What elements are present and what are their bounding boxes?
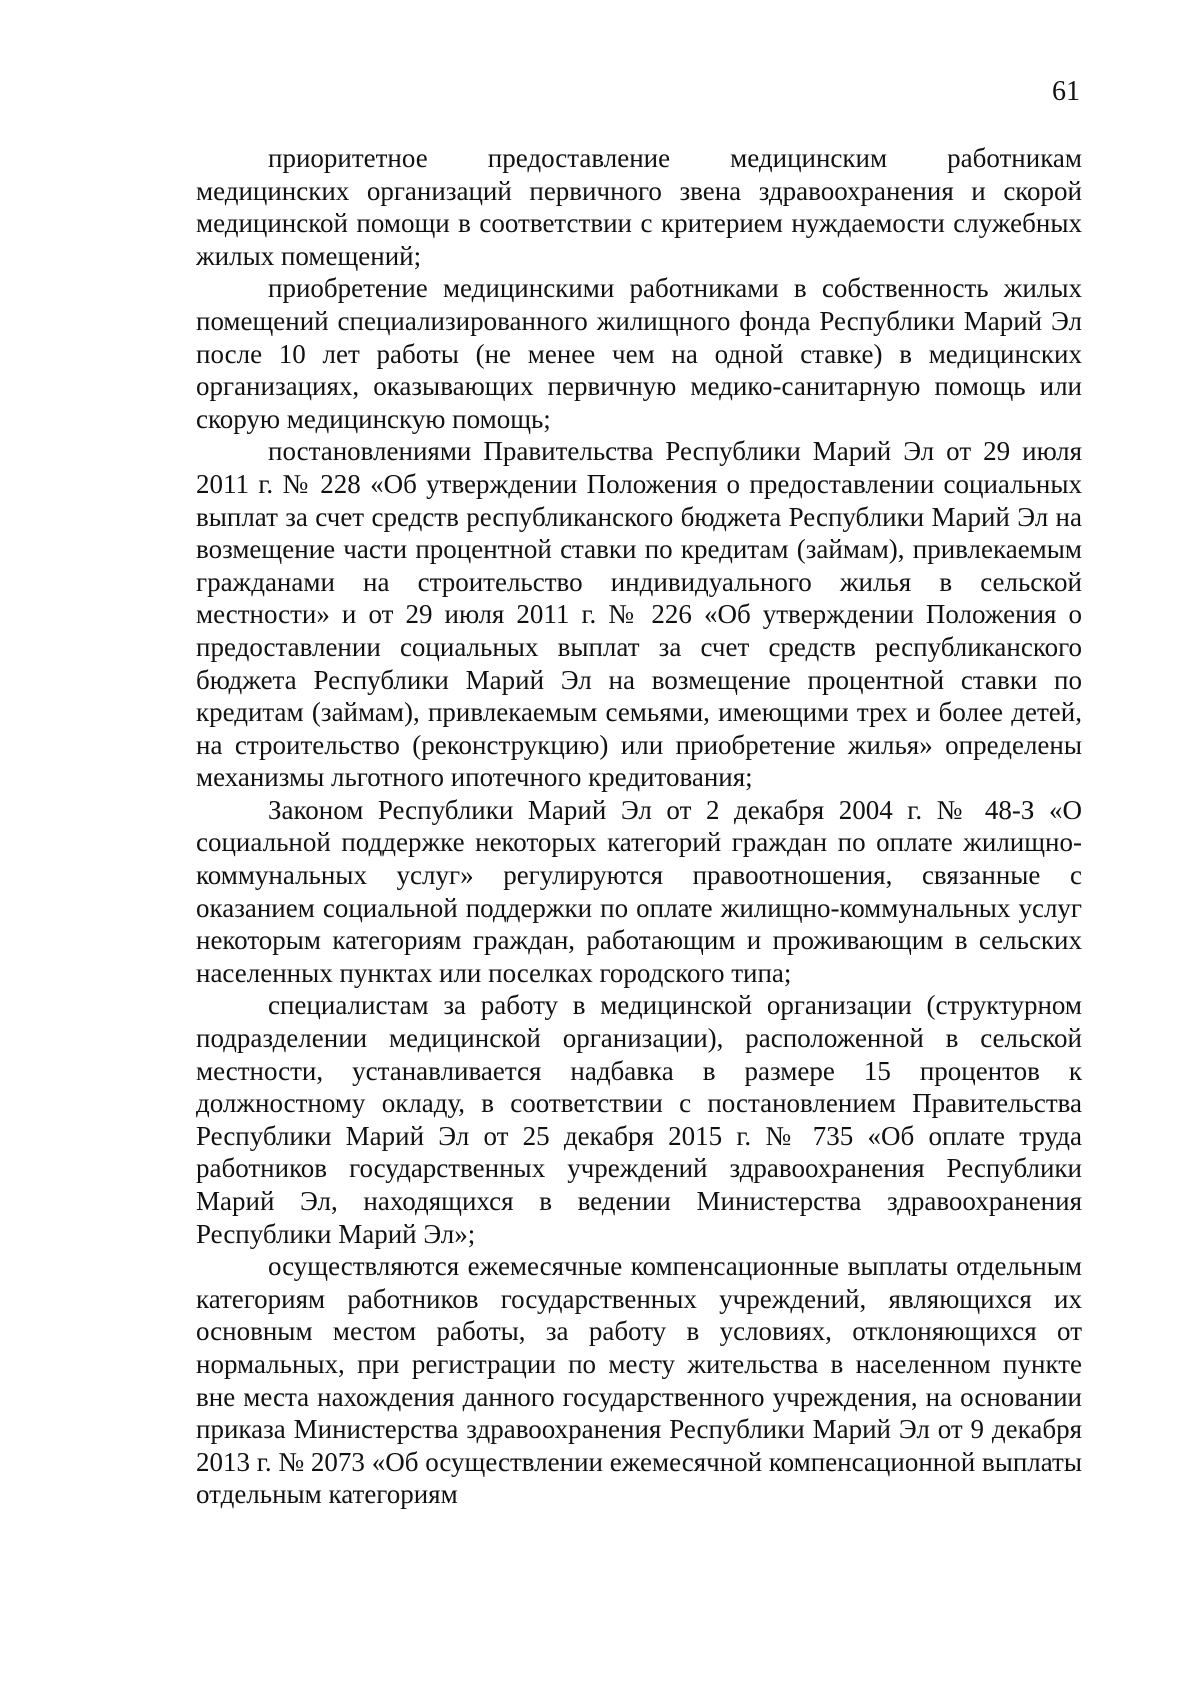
page-number: 61 <box>1052 76 1080 107</box>
paragraph-utilities-law: Законом Республики Марий Эл от 2 декабря 2004 г. № 48-З «О социальной поддержке некоторых категорий граждан по оплате жилищно-коммунальных услуг» регулируются правоотношения, связанные с оказанием социальной поддержки по оплате жилищно-коммунальных услуг некоторым категориям граждан, работающим и проживающим в сельских населенных пунктах или поселках городского типа; <box>196 794 1082 988</box>
paragraph-housing-ownership: приобретение медицинскими работниками в собственность жилых помещений специализированного жилищного фонда Республики Марий Эл после 10 лет работы (не менее чем на одной ставке) в медицинских организациях, оказывающих первичную медико-санитарную помощь или скорую медицинскую помощь; <box>196 273 1082 434</box>
document-body <box>196 142 1082 1511</box>
paragraph-housing-priority: приоритетное предоставление медицинским работникам медицинских организаций первичного звена здравоохранения и скорой медицинской помощи в соответствии с критерием нуждаемости служебных жилых помещений; <box>196 143 1082 271</box>
paragraph-rural-allowance: специалистам за работу в медицинской организации (структурном подразделении медицинской организации), расположенной в сельской местности, устанавливается надбавка в размере 15 процентов к должностному окладу, в соответствии с постановлением Правительства Республики Марий Эл от 25 декабря 2015 г. № 735 «Об оплате труда работников государственных учреждений здравоохранения Республики Марий Эл, находящихся в ведении Министерства здравоохранения Республики Марий Эл»; <box>196 990 1082 1249</box>
paragraph-mortgage-resolutions: постановлениями Правительства Республики Марий Эл от 29 июля 2011 г. № 228 «Об утверждении Положения о предоставлении социальных выплат за счет средств республиканского бюджета Республики Марий Эл на возмещение части процентной ставки по кредитам (займам), привлекаемым гражданами на строительство индивидуального жилья в сельской местности» и от 29 июля 2011 г. № 226 «Об утверждении Положения о предоставлении социальных выплат за счет средств республиканского бюджета Республики Марий Эл на возмещение процентной ставки по кредитам (займам), привлекаемым семьями, имеющими трех и более детей, на строительство (реконструкцию) или приобретение жилья» определены механизмы льготного ипотечного кредитования; <box>196 436 1082 793</box>
paragraph-monthly-compensation: осуществляются ежемесячные компенсационные выплаты отдельным категориям работников государственных учреждений, являющихся их основным местом работы, за работу в условиях, отклоняющихся от нормальных, при регистрации по месту жительства в населенном пункте вне места нахождения данного государственного учреждения, на основании приказа Министерства здравоохранения Республики Марий Эл от 9 декабря 2013 г. № 2073 «Об осуществлении ежемесячной компенсационной выплаты отдельным категориям <box>196 1251 1082 1510</box>
